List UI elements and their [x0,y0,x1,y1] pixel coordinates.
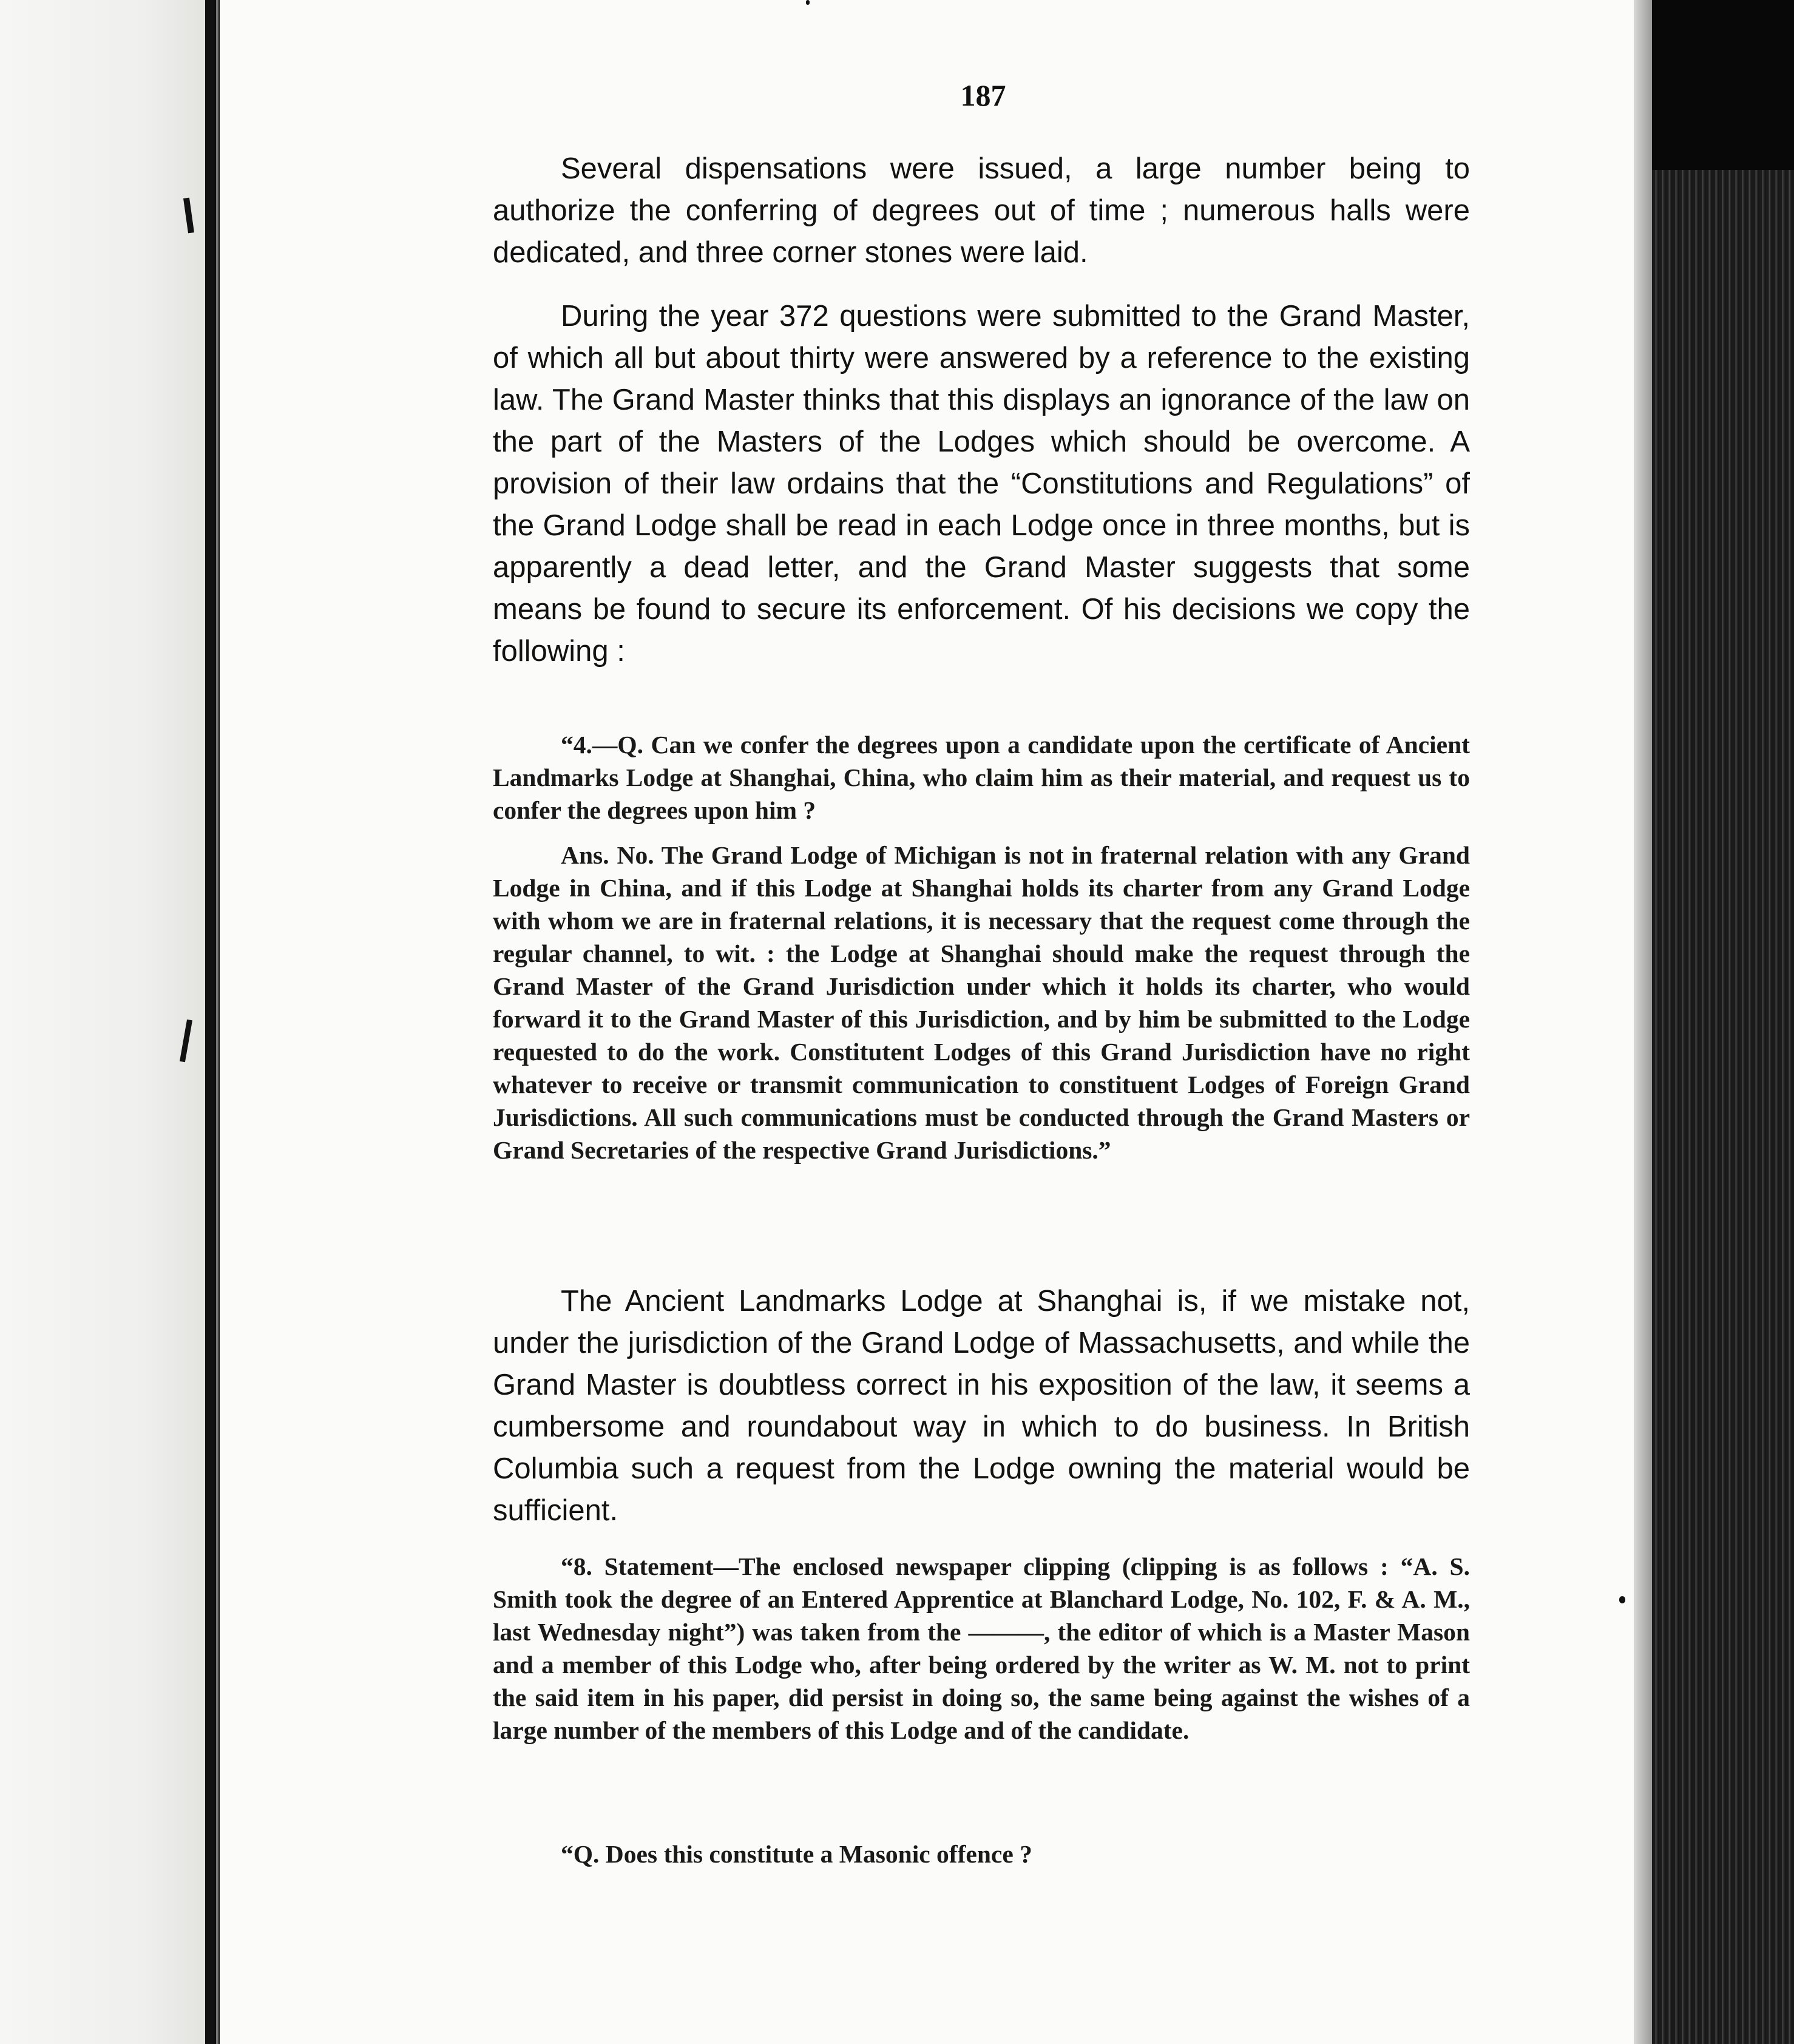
binding-gutter-shadow [216,0,218,2044]
quote-text: Ans. No. The Grand Lodge of Michigan is not in fraternal relation with any Grand Lodge in China, and if this Lodge at Shanghai holds its charter from any Grand Lodge with whom we are in fraternal relations, it is necessary that the request come through the regular channel, to wit. : the Lodge at Shanghai should make the request through the Grand Master of the Grand Jurisdiction under which it holds its charter, who would forward it to the Grand Master of this Jurisdiction, and by him be submitted to the Lodge requested to do the work. Constitutent Lodges of this Grand Jurisdiction have no right whatever to receive or transmit communication to constituent Lodges of Foreign Grand Jurisdictions. All such communications must be conducted through the Grand Masters or Grand Secretaries of the respective Grand Jurisdictions.” [493,841,1470,1164]
quoted-question-offence [493,1838,1470,1870]
page-stack-edge [1652,0,1794,2044]
quote-text: “4.—Q. Can we confer the degrees upon a candidate upon the certificate of Ancient Landmarks Lodge at Shanghai, China, who claim him as their material, and request us to confer the degrees upon him ? [493,731,1470,824]
quote-text: “8. Statement—The enclosed newspaper clipping (clipping is as follows : “A. S. Smith took the degree of an Entered Apprentice at Blanchard Lodge, No. 102, F. & A. M., last Wednesday night”) was taken from the ———, the editor of which is a Master Mason and a member of this Lodge who, after being ordered by the writer as W. M. not to print the said item in his paper, did persist in doing so, the same being against the wishes of a large number of the members of this Lodge and of the candidate. [493,1552,1470,1744]
page-stack-edge-top [1652,0,1794,170]
quoted-statement-8 [493,1550,1470,1747]
paragraph-text: The Ancient Landmarks Lodge at Shanghai is, if we mistake not, under the jurisdiction of the Grand Lodge of Massachusetts, and while the Grand Master is doubtless correct in his exposition of the law, it seems a cumbersome and roundabout way in which to do business. In British Columbia such a request from the Lodge owning the material would be sufficient. [493,1285,1470,1527]
page-edge-shadow [1634,0,1652,2044]
paragraph-text: Several dispensations were issued, a large number being to authorize the conferring of degrees out of time ; numerous halls were dedicated, and three corner stones were laid. [493,152,1470,269]
paragraph-questions-submitted [493,296,1470,672]
page-number: 187 [960,78,1006,112]
quote-text: “Q. Does this constitute a Masonic offence ? [561,1840,1032,1868]
facing-left-page [0,0,206,2044]
speck [1619,1596,1625,1603]
paragraph-dispensations [493,148,1470,274]
quoted-question-4 [493,728,1470,827]
paragraph-ancient-landmarks [493,1281,1470,1532]
paragraph-text: During the year 372 questions were submitted to the Grand Master, of which all but about thirty were answered by a reference to the existing law. The Grand Master thinks that this displays an ignorance of the law on the part of the Masters of the Lodges which should be overcome. A provision of their law ordains that the “Constitutions and Regulations” of the Grand Lodge shall be read in each Lodge once in three months, but is apparently a dead letter, and the Grand Master suggests that some means be found to secure its enforcement. Of his decisions we copy the following : [493,300,1470,668]
binding-gutter [205,0,214,2044]
quoted-answer-4 [493,839,1470,1166]
speck [806,0,810,5]
